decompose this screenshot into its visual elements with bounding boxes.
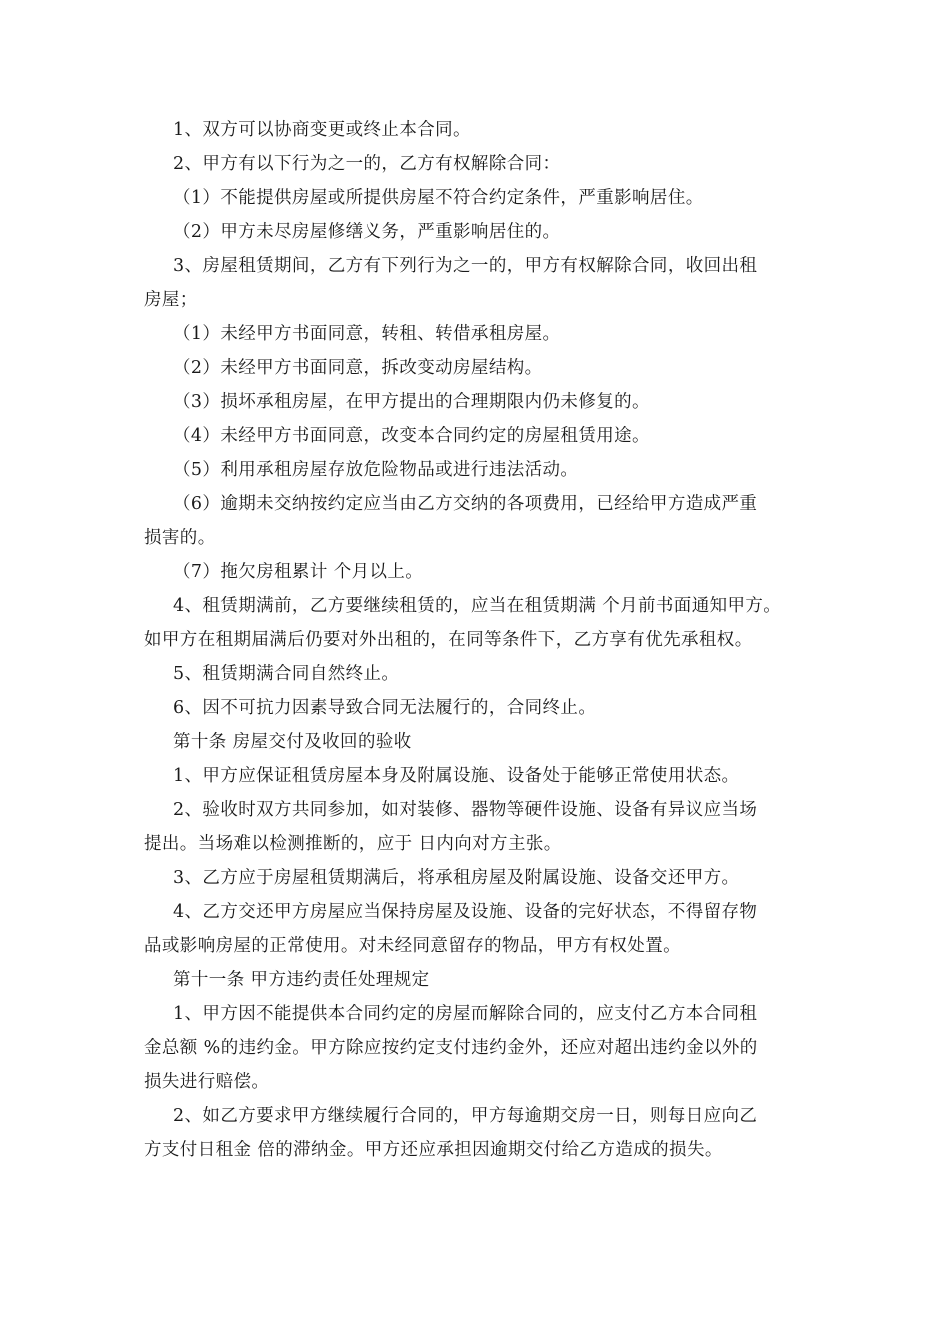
paragraph-line: 1、双方可以协商变更或终止本合同。 [173, 120, 471, 140]
paragraph-line: （2）未经甲方书面同意，拆改变动房屋结构。 [173, 358, 543, 378]
paragraph-line: 2、甲方有以下行为之一的，乙方有权解除合同： [173, 154, 561, 174]
paragraph-line: 2、验收时双方共同参加，如对装修、器物等硬件设施、设备有异议应当场 [173, 800, 758, 820]
paragraph-line: 6、因不可抗力因素导致合同无法履行的，合同终止。 [173, 698, 597, 718]
paragraph-line: 3、房屋租赁期间，乙方有下列行为之一的，甲方有权解除合同，收回出租 [173, 256, 758, 276]
paragraph-line: 4、租赁期满前，乙方要继续租赁的，应当在租赁期满 个月前书面通知甲方。 [173, 596, 782, 616]
paragraph-line: 品或影响房屋的正常使用。对未经同意留存的物品，甲方有权处置。 [144, 936, 681, 956]
paragraph-line: 损害的。 [144, 528, 216, 548]
paragraph-line: 2、如乙方要求甲方继续履行合同的，甲方每逾期交房一日，则每日应向乙 [173, 1106, 758, 1126]
paragraph-line: 1、甲方应保证租赁房屋本身及附属设施、设备处于能够正常使用状态。 [173, 766, 740, 786]
paragraph-line: （5）利用承租房屋存放危险物品或进行违法活动。 [173, 460, 579, 480]
paragraph-line: 房屋； [144, 290, 198, 310]
paragraph-line: （4）未经甲方书面同意，改变本合同约定的房屋租赁用途。 [173, 426, 650, 446]
paragraph-line: （2）甲方未尽房屋修缮义务，严重影响居住的。 [173, 222, 561, 242]
paragraph-line: 如甲方在租期届满后仍要对外出租的，在同等条件下，乙方享有优先承租权。 [144, 630, 753, 650]
paragraph-line: 提出。当场难以检测推断的，应于 日内向对方主张。 [144, 834, 562, 854]
section-heading: 第十条 房屋交付及收回的验收 [173, 732, 412, 752]
paragraph-line: （1）未经甲方书面同意，转租、转借承租房屋。 [173, 324, 561, 344]
paragraph-line: 4、乙方交还甲方房屋应当保持房屋及设施、设备的完好状态，不得留存物 [173, 902, 758, 922]
paragraph-line: 损失进行赔偿。 [144, 1072, 270, 1092]
paragraph-line: （7）拖欠房租累计 个月以上。 [173, 562, 424, 582]
paragraph-line: （1）不能提供房屋或所提供房屋不符合约定条件，严重影响居住。 [173, 188, 704, 208]
paragraph-line: （3）损坏承租房屋，在甲方提出的合理期限内仍未修复的。 [173, 392, 650, 412]
paragraph-line: 5、租赁期满合同自然终止。 [173, 664, 400, 684]
paragraph-line: 3、乙方应于房屋租赁期满后，将承租房屋及附属设施、设备交还甲方。 [173, 868, 740, 888]
paragraph-line: （6）逾期未交纳按约定应当由乙方交纳的各项费用，已经给甲方造成严重 [173, 494, 758, 514]
paragraph-line: 金总额 %的违约金。甲方除应按约定支付违约金外，还应对超出违约金以外的 [144, 1038, 758, 1058]
paragraph-line: 1、甲方因不能提供本合同约定的房屋而解除合同的，应支付乙方本合同租 [173, 1004, 758, 1024]
paragraph-line: 方支付日租金 倍的滞纳金。甲方还应承担因逾期交付给乙方造成的损失。 [144, 1140, 723, 1160]
section-heading: 第十一条 甲方违约责任处理规定 [173, 970, 430, 990]
